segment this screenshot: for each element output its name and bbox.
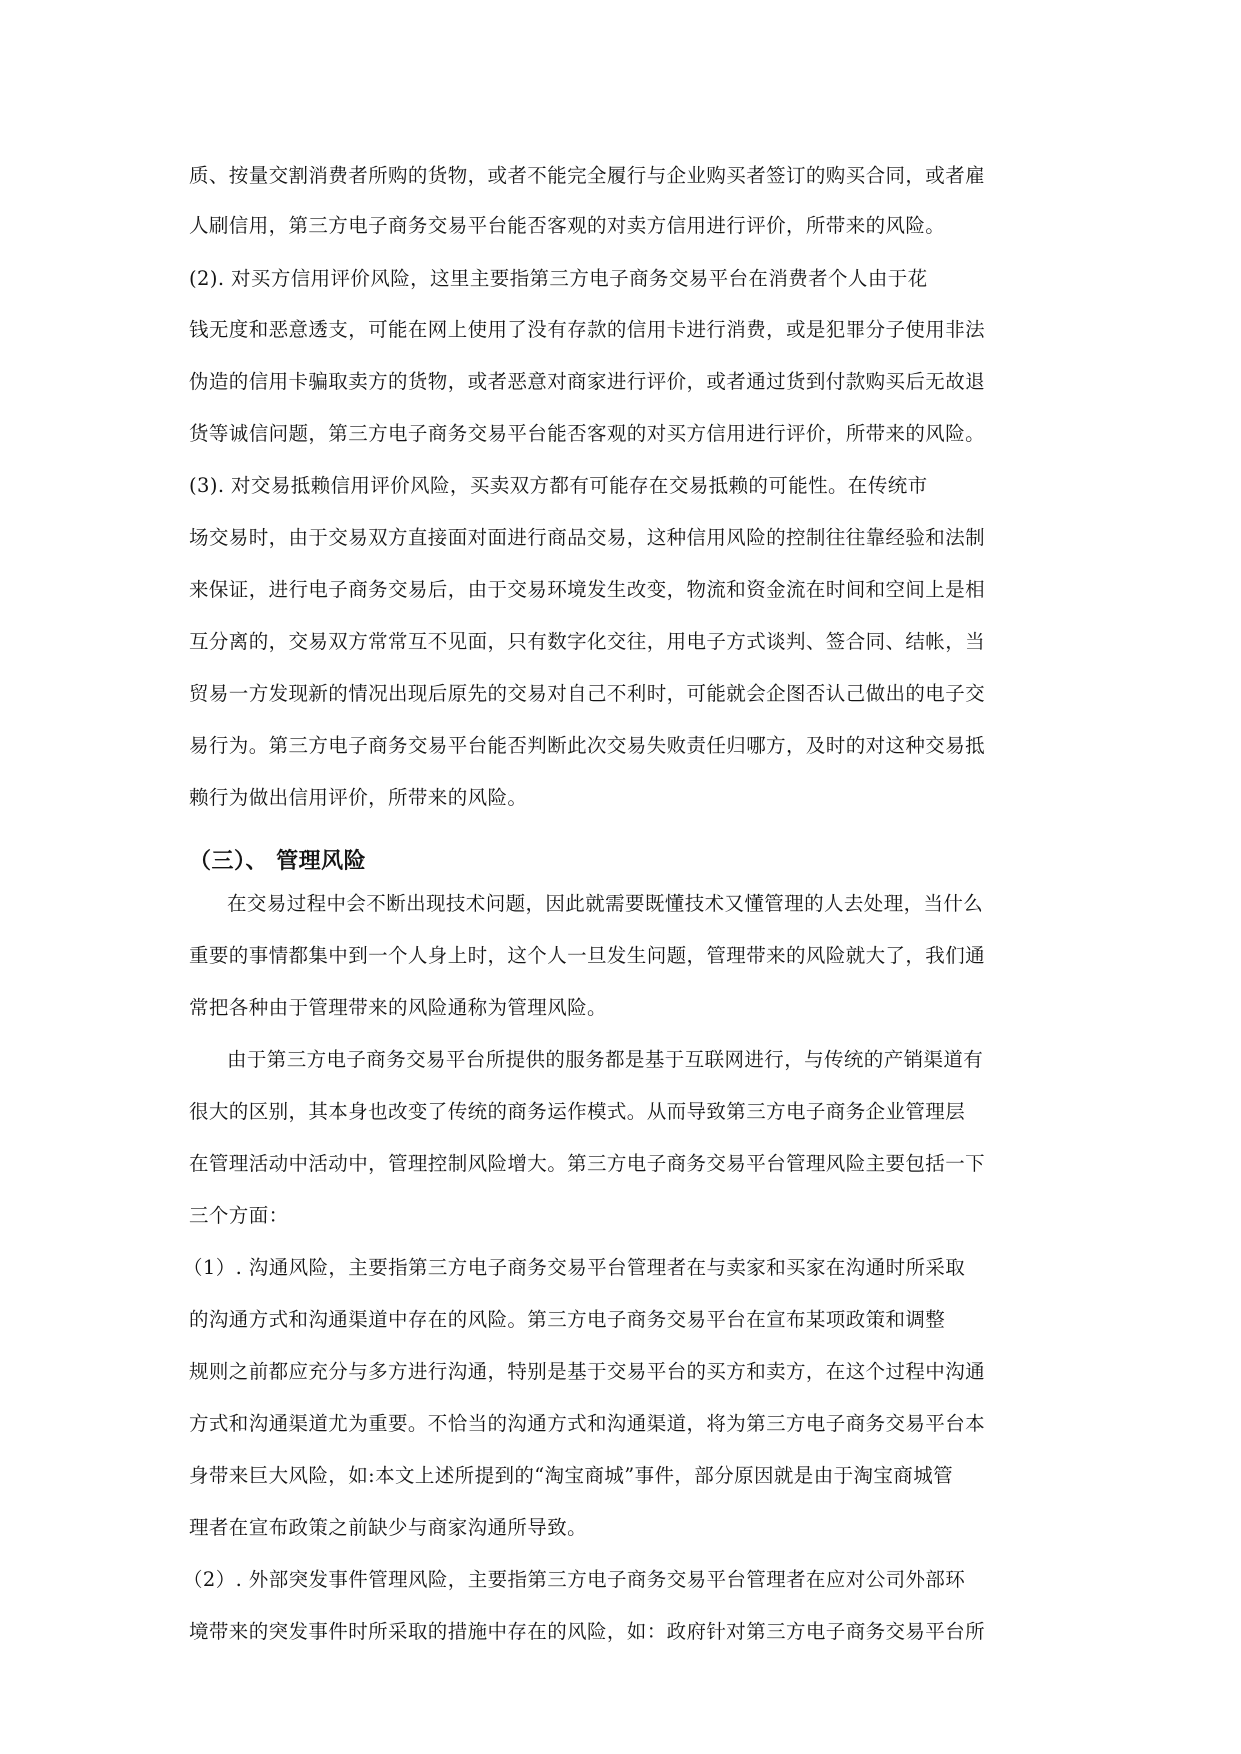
- text-line: (2). 对买方信用评价风险，这里主要指第三方电子商务交易平台在消费者个人由于花: [189, 267, 928, 290]
- text-line: 三个方面：: [189, 1204, 289, 1227]
- text-line: (3). 对交易抵赖信用评价风险，买卖双方都有可能存在交易抵赖的可能性。在传统市: [189, 474, 928, 497]
- text-line: 质、按量交割消费者所购的货物，或者不能完全履行与企业购买者签订的购买合同，或者雇: [189, 164, 986, 187]
- text-line: 伪造的信用卡骗取卖方的货物，或者恶意对商家进行评价，或者通过货到付款购买后无故退: [189, 370, 986, 393]
- text-line: 很大的区别，其本身也改变了传统的商务运作模式。从而导致第三方电子商务企业管理层: [189, 1100, 966, 1123]
- text-line: 方式和沟通渠道尤为重要。不恰当的沟通方式和沟通渠道，将为第三方电子商务交易平台本: [189, 1412, 986, 1435]
- text-line: （2）. 外部突发事件管理风险，主要指第三方电子商务交易平台管理者在应对公司外部环: [183, 1568, 966, 1591]
- text-line: （1）. 沟通风险，主要指第三方电子商务交易平台管理者在与卖家和买家在沟通时所采取: [183, 1256, 966, 1279]
- text-line: 在交易过程中会不断出现技术问题，因此就需要既懂技术又懂管理的人去处理，当什么: [227, 892, 984, 915]
- text-line: 易行为。第三方电子商务交易平台能否判断此次交易失败责任归哪方，及时的对这种交易抵: [189, 734, 986, 757]
- text-line: 货等诚信问题，第三方电子商务交易平台能否客观的对买方信用进行评价，所带来的风险。: [189, 422, 986, 445]
- section-heading: （三）、 管理风险: [189, 848, 367, 874]
- text-line: 身带来巨大风险，如:本文上述所提到的“淘宝商城”事件，部分原因就是由于淘宝商城管: [189, 1464, 954, 1487]
- text-line: 来保证，进行电子商务交易后，由于交易环境发生改变，物流和资金流在时间和空间上是相: [189, 578, 986, 601]
- text-line: 互分离的，交易双方常常互不见面，只有数字化交往，用电子方式谈判、签合同、结帐，当: [189, 630, 986, 653]
- text-line: 赖行为做出信用评价，所带来的风险。: [189, 786, 528, 809]
- text-line: 贸易一方发现新的情况出现后原先的交易对自己不利时，可能就会企图否认己做出的电子交: [189, 682, 986, 705]
- text-line: 规则之前都应充分与多方进行沟通，特别是基于交易平台的买方和卖方，在这个过程中沟通: [189, 1360, 986, 1383]
- text-line: 境带来的突发事件时所采取的措施中存在的风险，如：政府针对第三方电子商务交易平台所: [189, 1620, 986, 1643]
- text-line: 重要的事情都集中到一个人身上时，这个人一旦发生问题，管理带来的风险就大了，我们通: [189, 944, 986, 967]
- text-line: 由于第三方电子商务交易平台所提供的服务都是基于互联网进行，与传统的产销渠道有: [227, 1048, 984, 1071]
- text-line: 常把各种由于管理带来的风险通称为管理风险。: [189, 996, 607, 1019]
- text-line: 的沟通方式和沟通渠道中存在的风险。第三方电子商务交易平台在宣布某项政策和调整: [189, 1308, 946, 1331]
- text-line: 在管理活动中活动中，管理控制风险增大。第三方电子商务交易平台管理风险主要包括一下: [189, 1152, 986, 1175]
- text-line: 人刷信用，第三方电子商务交易平台能否客观的对卖方信用进行评价，所带来的风险。: [189, 214, 946, 237]
- text-line: 场交易时，由于交易双方直接面对面进行商品交易，这种信用风险的控制往往靠经验和法制: [189, 526, 986, 549]
- text-line: 理者在宣布政策之前缺少与商家沟通所导致。: [189, 1516, 588, 1539]
- text-line: 钱无度和恶意透支，可能在网上使用了没有存款的信用卡进行消费，或是犯罪分子使用非法: [189, 318, 986, 341]
